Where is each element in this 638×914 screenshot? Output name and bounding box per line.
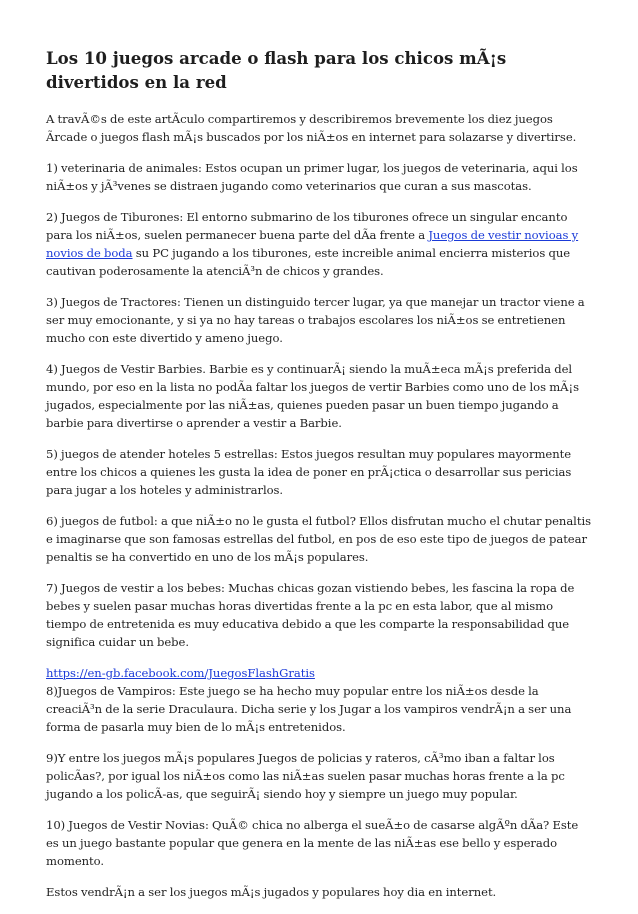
wedding-games-link[interactable]: Juegos de vestir novioas y novios de boda (46, 228, 579, 260)
item-1-paragraph: 1) veterinaria de animales: Estos ocupan un primer lugar, los juegos de veterinaria, aqui los niÃ±os y jÃ³venes se distraen jugando como veterinarios que curan a sus mascotas. (46, 161, 578, 193)
item-3-paragraph: 3) Juegos de Tractores: Tienen un distinguido tercer lugar, ya que manejar un tractor viene a ser muy emocionante, y si ya no hay tareas o trabajos escolares los niÃ±os se entretienen mucho con este divertido y ameno juego. (46, 295, 585, 345)
item-7-paragraph: 7) Juegos de vestir a los bebes: Muchas chicas gozan vistiendo bebes, les fascina la ropa de bebes y suelen pasar muchas horas divertidas frente a la pc en esta labor, que al mismo tiempo de entretenida es muy educativa debido a que les comparte la responsabilidad que significa cuidar un bebe. (46, 581, 575, 649)
item-2-text-before: 2) Juegos de Tiburones: El entorno submarino de los tiburones ofrece un singular encanto para los niÃ±os, suelen permanecer buena parte del dÃa frente a (46, 210, 568, 242)
item-5-paragraph: 5) juegos de atender hoteles 5 estrellas: Estos juegos resultan muy populares mayormente entre los chicos a quienes les gusta la idea de poner en prÃ¡ctica o desarrollar sus pericias para jugar a los hoteles y administrarlos. (46, 447, 572, 497)
item-6-paragraph: 6) juegos de futbol: a que niÃ±o no le gusta el futbol? Ellos disfrutan mucho el chutar penaltis e imaginarse que son famosas estrellas del futbol, en pos de eso este tipo de juegos de patear penaltis se ha convertido en uno de los mÃ¡s populares. (46, 514, 592, 564)
item-2-text-after: su PC jugando a los tiburones, este increible animal encierra misterios que cautivan poderosamente la atenciÃ³n de chicos y grandes. (46, 246, 571, 278)
intro-paragraph: A travÃ©s de este artÃculo compartiremos y describiremos brevemente los diez juegos Ãrcade o juegos flash mÃ¡s buscados por los niÃ±os en internet para solazarse y divertirse. (46, 112, 577, 144)
facebook-link[interactable]: https://en-gb.facebook.com/JuegosFlashGratis (46, 666, 315, 680)
item-8-paragraph: 8)Juegos de Vampiros: Este juego se ha hecho muy popular entre los niÃ±os desde la creaciÃ³n de la serie Draculaura. Dicha serie y los Jugar a los vampiros vendrÃ¡n a ser una forma de pasarla muy bien de lo mÃ¡s entretenidos. (46, 684, 572, 734)
item-9-paragraph: 9)Y entre los juegos mÃ¡s populares Juegos de policias y rateros, cÃ³mo iban a faltar los policÃas?, por igual los niÃ±os como las niÃ±as suelen pasar muchas horas frente a la pc jugando a los policÃ-as, que seguirÃ¡ siendo hoy y siempre un juego muy popular. (46, 751, 565, 801)
facebook-link-line (46, 664, 594, 682)
document-page (46, 46, 594, 914)
closing-paragraph: Estos vendrÃ¡n a ser los juegos mÃ¡s jugados y populares hoy dia en internet. (46, 885, 497, 899)
item-10-paragraph: 10) Juegos de Vestir Novias: QuÃ© chica no alberga el sueÃ±o de casarse algÃºn dÃa? Este es un juego bastante popular que genera en la mente de las niÃ±as ese bello y esperado momento. (46, 818, 579, 868)
item-2-paragraph (46, 208, 594, 280)
item-4-paragraph: 4) Juegos de Vestir Barbies. Barbie es y continuarÃ¡ siendo la muÃ±eca mÃ¡s preferida del mundo, por eso en la lista no podÃa faltar los juegos de vertir Barbies como uno de los mÃ¡s jugados, especialmente por las niÃ±as, quienes pueden pasar un buen tiempo jugando a barbie para divertirse o aprender a vestir a Barbie. (46, 362, 579, 430)
page-title: Los 10 juegos arcade o flash para los chicos mÃ¡s divertidos en la red (46, 48, 507, 92)
